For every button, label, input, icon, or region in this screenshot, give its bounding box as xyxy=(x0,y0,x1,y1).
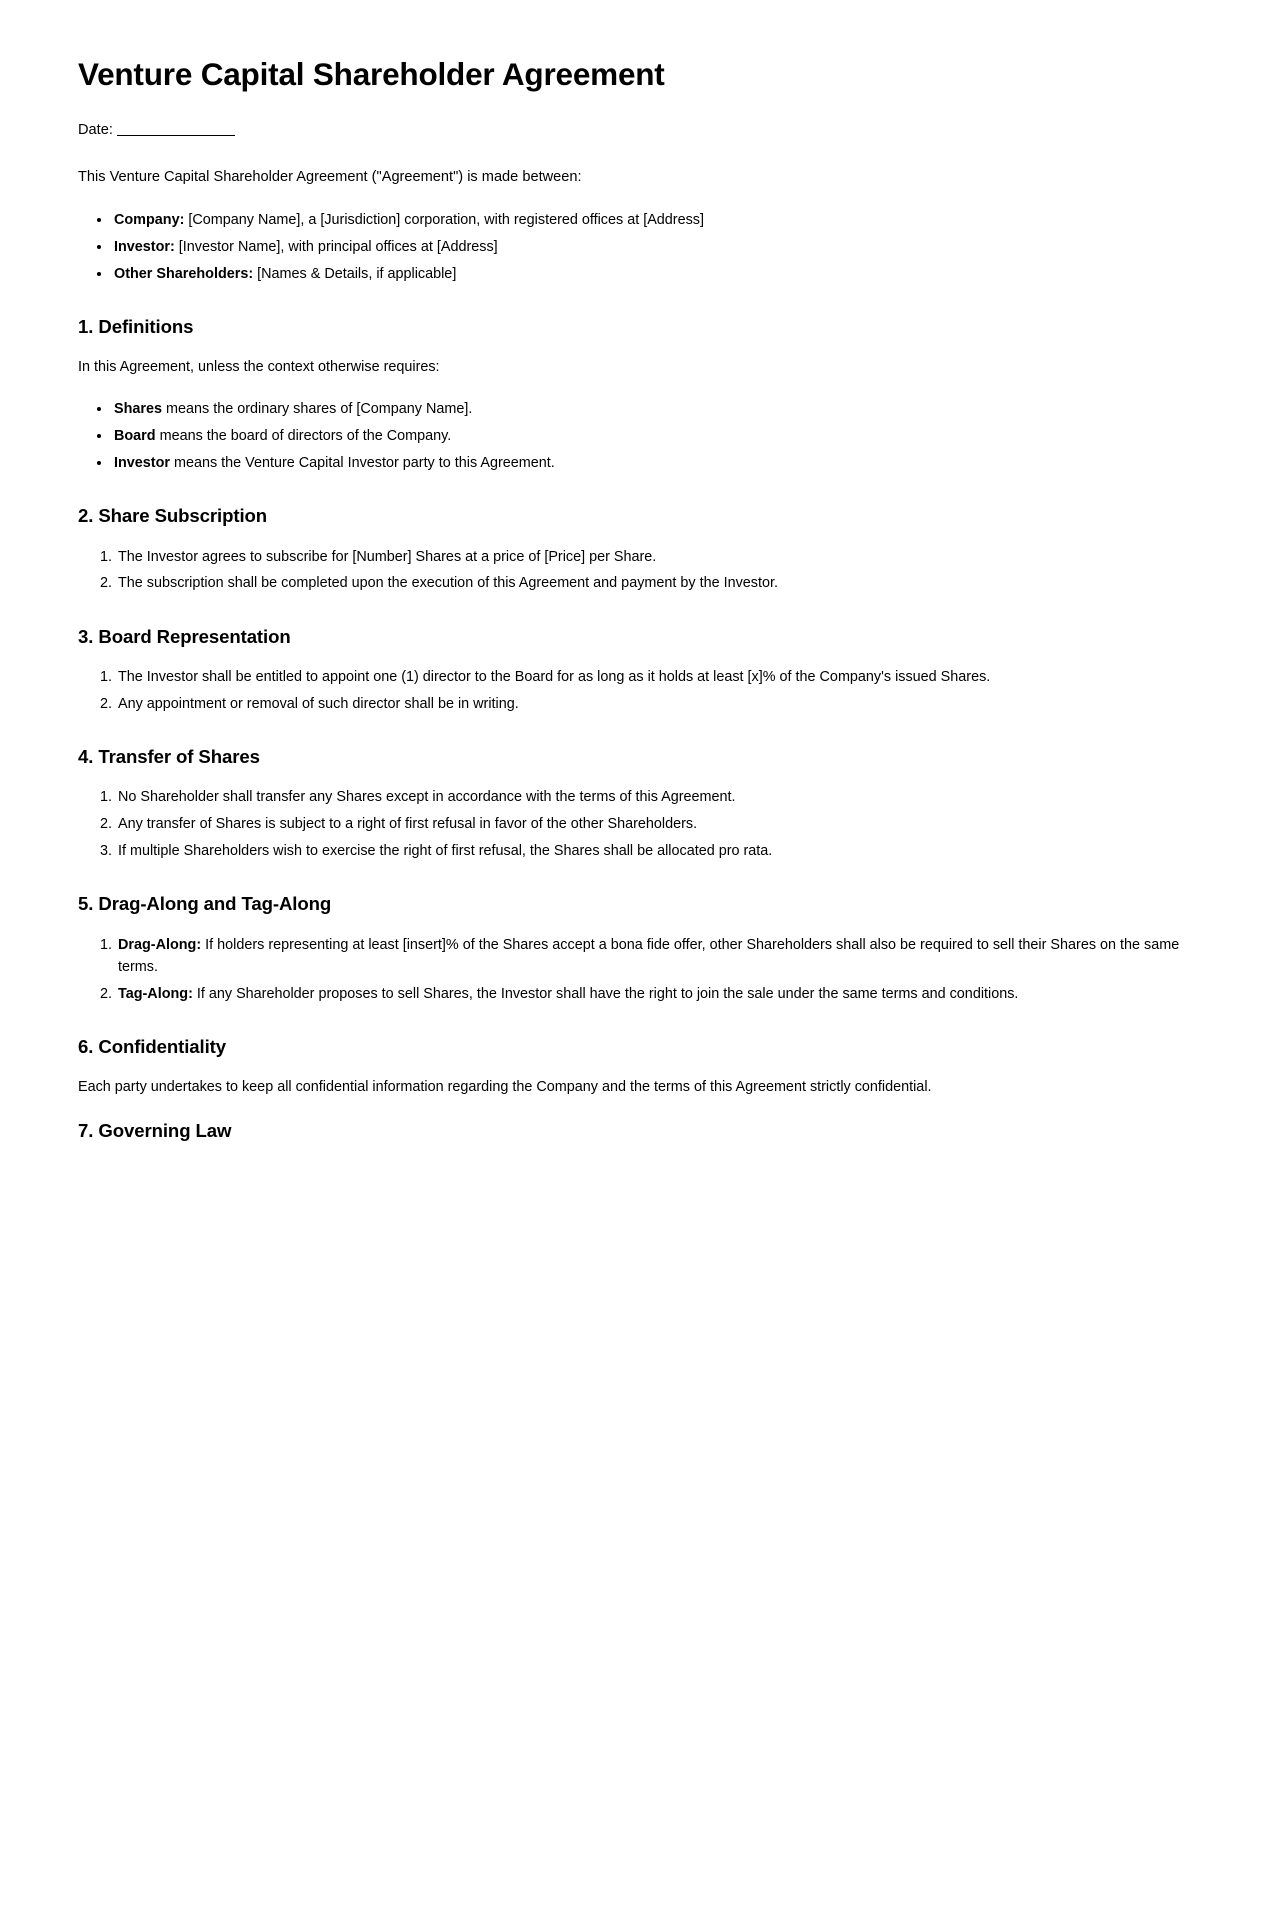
section-list xyxy=(78,934,1185,1005)
party-list-item xyxy=(112,263,1185,285)
party-list-item xyxy=(112,236,1185,258)
page-bottom-whitespace xyxy=(78,1160,1185,1920)
section-list-item-text: If any Shareholder proposes to sell Shares, the Investor shall have the right to join the sale under the same terms and conditions. xyxy=(192,985,1019,1002)
section-list-item-text: The subscription shall be completed upon the execution of this Agreement and payment by the Investor. xyxy=(118,575,778,592)
section-heading: 6. Confidentiality xyxy=(78,1036,226,1058)
section-list-item xyxy=(116,813,1185,835)
section-list xyxy=(78,786,1185,862)
document-section xyxy=(78,625,1185,715)
section-list xyxy=(78,666,1185,715)
section-list-item-text: The Investor shall be entitled to appoint one (1) director to the Board for as long as it holds at least [x]% of the Company's issued Shares. xyxy=(118,669,991,685)
section-list-item xyxy=(116,983,1185,1005)
document-section xyxy=(78,315,1185,475)
section-list-item-text: No Shareholder shall transfer any Shares except in accordance with the terms of this Agreement. xyxy=(118,789,736,806)
document-section xyxy=(78,892,1185,1005)
document-section xyxy=(78,1119,1185,1142)
parties-list xyxy=(78,209,1185,285)
section-list-item xyxy=(116,572,1185,594)
section-list xyxy=(78,398,1185,474)
section-list-item xyxy=(112,425,1185,447)
party-list-item-lead: Investor: xyxy=(114,238,175,255)
intro-paragraph: This Venture Capital Shareholder Agreement ("Agreement") is made between: xyxy=(78,168,582,185)
section-list-item-text: means the Venture Capital Investor party to this Agreement. xyxy=(169,455,555,472)
document-section xyxy=(78,1035,1185,1099)
section-list-item xyxy=(116,786,1185,808)
section-list-item-text: Any appointment or removal of such director shall be in writing. xyxy=(118,695,519,712)
section-paragraph: In this Agreement, unless the context otherwise requires: xyxy=(78,359,440,376)
section-heading: 4. Transfer of Shares xyxy=(78,746,260,768)
section-list-item-lead: Drag-Along: xyxy=(118,936,202,953)
party-list-item-lead: Other Shareholders: xyxy=(114,265,254,282)
page-title: Venture Capital Shareholder Agreement xyxy=(78,56,665,92)
section-list-item xyxy=(116,693,1185,715)
section-list-item-lead: Tag-Along: xyxy=(118,985,193,1002)
section-list-item xyxy=(116,840,1185,862)
party-list-item-text: [Names & Details, if applicable] xyxy=(253,265,457,282)
party-list-item xyxy=(112,209,1185,231)
party-list-item-text: [Company Name], a [Jurisdiction] corporation, with registered offices at [Address] xyxy=(184,211,704,228)
date-blank-underline[interactable] xyxy=(117,122,235,136)
section-list-item-text: means the board of directors of the Company. xyxy=(155,428,452,445)
section-list-item xyxy=(116,546,1185,568)
section-list-item xyxy=(112,398,1185,420)
section-list-item-lead: Shares xyxy=(114,401,162,418)
section-list-item-text: If holders representing at least [insert]% of the Shares accept a bona fide offer, other Shareholders shall also be required to sell their Shares on the same terms. xyxy=(118,936,1180,975)
section-list-item xyxy=(116,666,1185,688)
section-list-item-lead: Investor xyxy=(114,455,170,472)
section-list-item-text: Any transfer of Shares is subject to a right of first refusal in favor of the other Shareholders. xyxy=(118,816,698,833)
section-list-item-text: The Investor agrees to subscribe for [Number] Shares at a price of [Price] per Share. xyxy=(118,548,657,565)
section-list-item-lead: Board xyxy=(114,428,156,445)
section-heading: 7. Governing Law xyxy=(78,1119,232,1141)
section-heading: 2. Share Subscription xyxy=(78,505,268,527)
party-list-item-text: [Investor Name], with principal offices at [Address] xyxy=(174,238,498,255)
section-heading: 3. Board Representation xyxy=(78,625,291,647)
date-label: Date: xyxy=(78,121,113,138)
date-field-line xyxy=(78,120,1185,141)
section-heading: 5. Drag-Along and Tag-Along xyxy=(78,893,332,915)
sections-container xyxy=(78,315,1185,1142)
document-section xyxy=(78,504,1185,594)
section-list xyxy=(78,546,1185,595)
party-list-item-lead: Company: xyxy=(114,211,185,228)
section-list-item xyxy=(116,934,1185,979)
document-section xyxy=(78,745,1185,862)
section-list-item-text: means the ordinary shares of [Company Name]. xyxy=(162,401,473,418)
section-list-item xyxy=(112,452,1185,474)
section-paragraph: Each party undertakes to keep all confidential information regarding the Company and the terms of this Agreement strictly confidential. xyxy=(78,1079,932,1096)
section-heading: 1. Definitions xyxy=(78,315,194,337)
section-list-item-text: If multiple Shareholders wish to exercise the right of first refusal, the Shares shall be allocated pro rata. xyxy=(118,843,773,860)
